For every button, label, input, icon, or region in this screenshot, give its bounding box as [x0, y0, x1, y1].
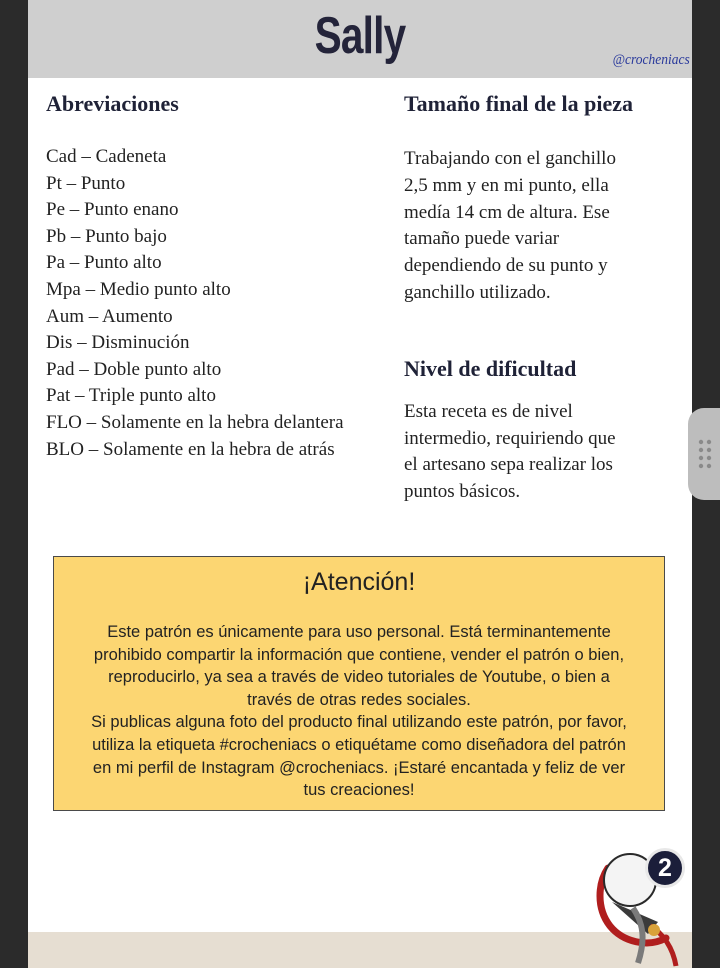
abbreviation-item: Dis – Disminución: [46, 332, 190, 354]
final-size-heading: Tamaño final de la pieza: [404, 91, 633, 116]
notice-line: Si publicas alguna foto del producto final utilizando este patrón, por favor,: [91, 713, 627, 732]
text-line: dependiendo de su punto y: [404, 255, 608, 277]
abbreviation-item: FLO – Solamente en la hebra delantera: [46, 411, 344, 433]
notice-line: tus creaciones!: [303, 781, 415, 800]
text-line: Trabajando con el ganchillo: [404, 148, 616, 169]
text-line: ganchillo utilizado.: [404, 281, 551, 303]
notice-title: ¡Atención!: [302, 568, 416, 596]
notice-line: en mi perfil de Instagram @crocheniacs. ¡Estaré encantada y feliz de ver: [92, 758, 626, 777]
text-line: intermedio, requiriendo que: [404, 427, 616, 449]
abbreviation-item: Pe – Punto enano: [46, 199, 179, 221]
abbreviations-list: [46, 144, 416, 463]
difficulty-heading: Nivel de dificultad: [404, 355, 577, 381]
notice-line: prohibido compartir la información que contiene, vender el patrón o bien,: [93, 645, 625, 664]
attention-notice-box: [53, 556, 665, 811]
final-size-text: [404, 146, 692, 307]
abbreviation-item: Mpa – Medio punto alto: [46, 278, 231, 300]
text-line: 2,5 mm y en mi punto, ella: [404, 174, 609, 196]
abbreviations-section: [46, 90, 416, 463]
text-line: el artesano sepa realizar los: [404, 454, 613, 476]
text-line: puntos básicos.: [404, 481, 521, 503]
abbreviation-item: Pb – Punto bajo: [46, 225, 167, 247]
abbreviations-heading: Abreviaciones: [46, 91, 179, 116]
page-title: Sally: [314, 7, 406, 65]
text-line: medía 14 cm de altura. Ese: [404, 201, 610, 223]
document-page: [28, 0, 692, 968]
abbreviation-item: BLO – Solamente en la hebra de atrás: [46, 438, 335, 460]
abbreviation-item: Pt – Punto: [46, 172, 126, 194]
notice-body: [62, 621, 656, 802]
notice-line: Este patrón es únicamente para uso personal. Está terminantemente: [107, 623, 611, 641]
abbreviation-item: Aum – Aumento: [46, 305, 173, 327]
abbreviation-item: Pat – Triple punto alto: [46, 385, 216, 407]
text-line: Esta receta es de nivel: [404, 400, 573, 422]
abbreviation-item: Cad – Cadeneta: [46, 146, 167, 167]
text-line: tamaño puede variar: [404, 228, 560, 250]
grip-dots-icon: [698, 438, 712, 470]
difficulty-text: [404, 399, 692, 506]
details-column: [404, 90, 692, 506]
author-handle: @crocheniacs: [612, 52, 690, 68]
notice-line: reproducirlo, ya sea a través de video tutoriales de Youtube, o bien a: [108, 668, 610, 687]
page-number-badge: 2: [645, 848, 685, 888]
abbreviation-item: Pad – Doble punto alto: [46, 358, 222, 380]
side-drag-handle[interactable]: [688, 408, 720, 500]
notice-line: utiliza la etiqueta #crocheniacs o etiquétame como diseñadora del patrón: [92, 735, 626, 754]
abbreviation-item: Pa – Punto alto: [46, 252, 162, 274]
notice-line: través de otras redes sociales.: [247, 690, 471, 709]
